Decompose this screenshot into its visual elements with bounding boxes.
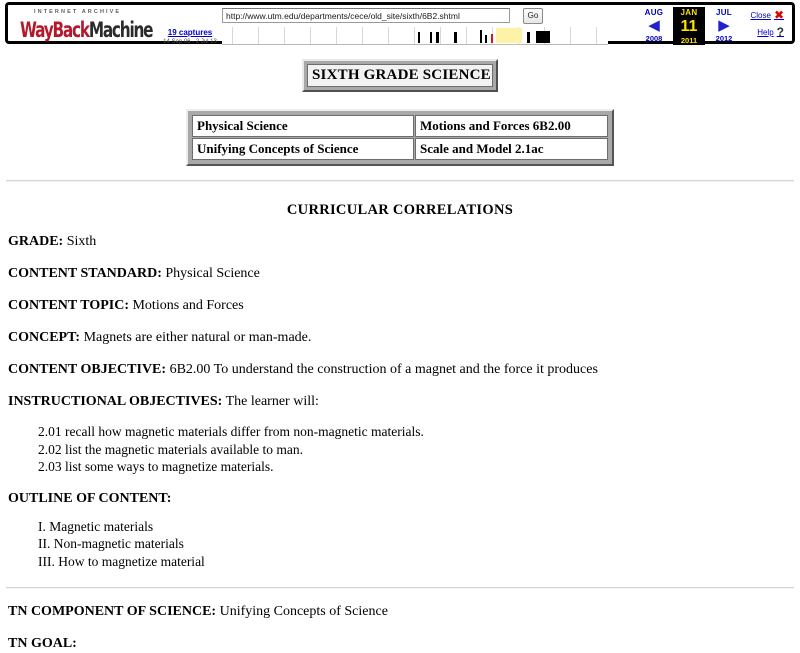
timeline-month-tick <box>570 27 571 44</box>
timeline-selected-highlight <box>496 28 522 43</box>
timeline-month-tick <box>414 27 415 44</box>
field-label: GRADE: <box>8 234 64 249</box>
field-label: INSTRUCTIONAL OBJECTIVES: <box>8 394 223 409</box>
outline-item: II. Non-magnetic materials <box>38 536 184 551</box>
next-capture-date[interactable] <box>708 7 740 44</box>
timeline-month-tick <box>388 27 389 44</box>
field-row <box>8 361 800 379</box>
timeline-month-tick <box>284 27 285 44</box>
timeline-month-tick <box>336 27 337 44</box>
captures-date-range: 14 Sep 06 - 2 Jul 13 <box>163 39 217 45</box>
content-divider-top <box>6 180 794 182</box>
archived-page-content <box>0 59 800 653</box>
instructional-objective-item: 2.01 recall how magnetic materials differ from non-magnetic materials. <box>38 424 424 439</box>
field-row <box>8 297 800 315</box>
section-title: CURRICULAR CORRELATIONS <box>286 202 514 218</box>
previous-year-label: 2008 <box>645 34 663 43</box>
captures-count-link[interactable]: 19 captures <box>167 28 213 37</box>
close-toolbar-button[interactable] <box>750 8 784 22</box>
table-cell: Unifying Concepts of Science <box>192 138 414 160</box>
outline-label-text: OUTLINE OF CONTENT: <box>8 490 172 506</box>
timeline-month-tick <box>466 27 467 44</box>
field-label: CONTENT OBJECTIVE: <box>8 362 167 377</box>
previous-month-label: AUG <box>644 8 664 17</box>
page-title: SIXTH GRADE SCIENCE <box>307 64 493 87</box>
timeline-month-tick <box>440 27 441 44</box>
standards-table-frame <box>186 109 614 166</box>
field-row <box>8 393 800 411</box>
outline-of-content-list <box>38 518 800 571</box>
next-year-label: 2012 <box>715 34 733 43</box>
field-value: Unifying Concepts of Science <box>216 604 388 619</box>
field-value: Physical Science <box>161 266 260 281</box>
page-title-frame <box>302 59 498 92</box>
table-cell: Scale and Model 2.1ac <box>415 138 608 160</box>
date-navigator <box>638 7 746 45</box>
standards-table <box>191 114 609 161</box>
timeline-capture-mark[interactable] <box>485 35 487 43</box>
tn-fields <box>0 603 800 653</box>
timeline-capture-mark[interactable] <box>418 32 420 43</box>
wayback-wordmark-part-a: WayBack <box>20 16 89 43</box>
internet-archive-wordmark: INTERNET ARCHIVE <box>34 9 122 15</box>
help-button[interactable] <box>757 25 784 39</box>
wayback-wordmark-part-b: Machine <box>88 16 153 43</box>
field-label: CONTENT STANDARD: <box>8 266 162 281</box>
table-cell: Physical Science <box>192 115 414 137</box>
timeline-month-tick <box>362 27 363 44</box>
timeline-capture-mark[interactable] <box>430 32 432 43</box>
outline-of-content-label <box>8 490 800 508</box>
timeline-month-tick <box>258 27 259 44</box>
current-capture-date[interactable] <box>673 7 705 45</box>
instructional-objectives-list <box>38 423 800 476</box>
content-divider-bottom <box>6 587 794 589</box>
field-label: TN GOAL: <box>8 636 77 651</box>
table-cell: Motions and Forces 6B2.00 <box>415 115 608 137</box>
outline-item: I. Magnetic materials <box>38 518 154 534</box>
timeline-capture-mark[interactable] <box>436 32 439 43</box>
wayback-toolbar <box>5 2 795 44</box>
current-day-label: 11 <box>680 18 698 35</box>
field-row <box>8 329 800 347</box>
previous-capture-date[interactable] <box>638 7 670 44</box>
field-label: CONCEPT: <box>8 330 81 345</box>
timeline-capture-mark[interactable] <box>480 30 482 43</box>
captures-timeline[interactable] <box>222 27 608 45</box>
table-row <box>192 115 608 137</box>
timeline-month-tick <box>596 27 597 44</box>
field-value: Magnets are either natural or man-made. <box>80 330 312 345</box>
field-row <box>8 635 800 653</box>
field-row <box>8 233 800 251</box>
timeline-capture-mark[interactable] <box>527 32 530 43</box>
previous-arrow-icon[interactable]: ◀ <box>648 17 660 34</box>
outline-item: III. How to magnetize material <box>38 553 205 569</box>
instructional-objective-item: 2.03 list some ways to magnetize materials. <box>38 459 274 474</box>
table-row <box>192 138 608 160</box>
timeline-capture-mark[interactable] <box>491 34 493 43</box>
next-arrow-icon[interactable]: ▶ <box>718 17 730 34</box>
curricular-fields <box>0 233 800 411</box>
url-input[interactable]: http://www.utm.edu/departments/cece/old_site/sixth/6B2.shtml <box>222 8 510 23</box>
field-label: CONTENT TOPIC: <box>8 298 129 313</box>
timeline-month-tick <box>310 27 311 44</box>
url-row <box>222 8 562 25</box>
field-value: The learner will: <box>222 394 319 409</box>
question-mark-icon[interactable]: ? <box>776 25 784 39</box>
close-label: Close <box>750 11 771 20</box>
go-button[interactable]: Go <box>523 8 543 24</box>
field-row <box>8 265 800 283</box>
field-value: Motions and Forces <box>128 298 244 313</box>
current-month-label: JAN <box>680 8 698 17</box>
next-month-label: JUL <box>715 8 732 17</box>
timeline-capture-mark[interactable] <box>454 32 457 43</box>
captures-summary <box>146 28 234 47</box>
close-icon[interactable]: ✖ <box>773 8 784 22</box>
field-label: TN COMPONENT OF SCIENCE: <box>8 604 217 619</box>
current-year-label: 2011 <box>680 36 698 45</box>
field-row <box>8 603 800 621</box>
field-value: Sixth <box>63 234 97 249</box>
instructional-objective-item: 2.02 list the magnetic materials available to man. <box>38 441 304 457</box>
timeline-capture-mark[interactable] <box>536 31 550 43</box>
timeline-month-tick <box>232 27 233 44</box>
field-value: 6B2.00 To understand the construction of a magnet and the force it produces <box>166 362 598 377</box>
help-label: Help <box>757 28 774 37</box>
